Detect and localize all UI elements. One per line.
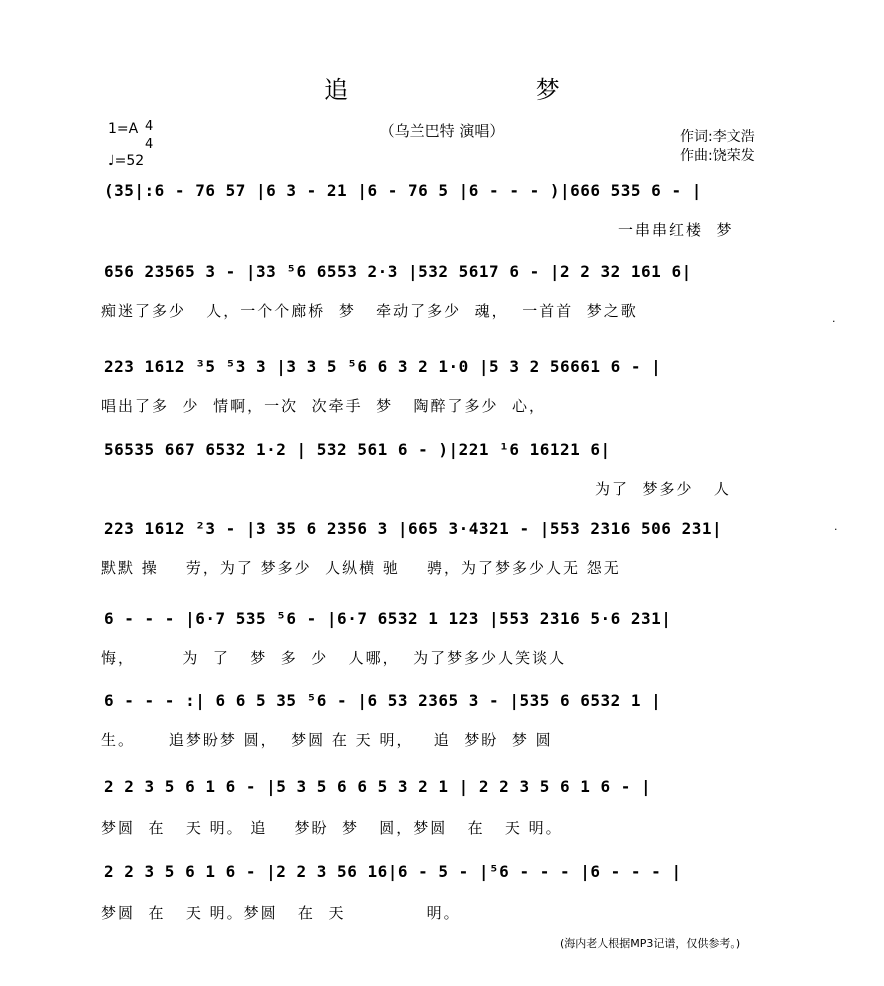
notation-line: 223 1612 ³5 ⁵3 3 |3 3 5 ⁵6 6 3 2 1·0 |5 3 2 56661 6 - | [104,357,662,376]
lyrics-line: 默默 操 劳，为了 梦多少 人纵横 驰 骋，为了梦多少人无 怨无 [101,559,621,577]
lyrics-line: 唱出了多 少 情啊，一次 次牵手 梦 陶醉了多少 心， [101,397,546,415]
notation-line: 6 - - - :| 6 6 5 35 ⁵6 - |6 53 2365 3 - |535 6 6532 1 | [104,691,662,710]
lyrics-line: 一串串红楼 梦 [618,221,734,239]
notation-line: 2 2 3 5 6 1 6 - |2 2 3 56 16|6 - 5 - |⁵6 - - - |6 - - - | [104,862,682,881]
singer-credit: （乌兰巴特 演唱） [379,122,505,140]
lyrics-line: 痴迷了多少 人，一个个廊桥 梦 牵动了多少 魂， 一首首 梦之歌 [101,302,638,320]
notation-line: 223 1612 ²3 - |3 35 6 2356 3 |665 3·4321 - |553 2316 506 231| [104,519,723,538]
key-signature: 1=A [108,121,139,137]
lyrics-line: 梦圆 在 天 明。梦圆 在 天 明。 [101,904,461,922]
time-signature-top: 4 [145,119,154,134]
notation-line: 6 - - - |6·7 535 ⁵6 - |6·7 6532 1 123 |553 2316 5·6 231| [104,609,672,628]
time-signature-bottom: 4 [145,137,154,152]
notation-line: 2 2 3 5 6 1 6 - |5 3 5 6 6 5 3 2 1 | 2 2 3 5 6 1 6 - | [104,777,652,796]
stray-mark: . [832,312,836,325]
notation-line: 656 23565 3 - |33 ⁵6 6553 2·3 |532 5617 6 - |2 2 32 161 6| [104,262,692,281]
composer-credit: 作曲:饶荣发 [680,148,755,164]
lyrics-line: 生。 追梦盼梦 圆， 梦圆 在 天 明， 追 梦盼 梦 圆 [101,731,553,749]
lyrics-line: 梦圆 在 天 明。 追 梦盼 梦 圆，梦圆 在 天 明。 [101,819,563,837]
credits [680,128,755,166]
tempo-marking: ♩=52 [108,153,145,169]
notation-line: (35|:6 - 76 57 |6 3 - 21 |6 - 76 5 |6 - - - )|666 535 6 - | [104,181,702,200]
lyrics-line: 悔， 为 了 梦 多 少 人哪， 为了梦多少人笑谈人 [101,649,567,667]
notation-line: 56535 667 6532 1·2 | 532 561 6 - )|221 ¹6 16121 6| [104,440,611,459]
song-title: 追 梦 [324,76,650,104]
lyricist-credit: 作词:李文浩 [680,129,755,145]
stray-mark: . [834,520,838,533]
lyrics-line: 为了 梦多少 人 [595,480,731,498]
transcription-note: (海内老人根据MP3记谱，仅供参考。) [560,937,741,950]
